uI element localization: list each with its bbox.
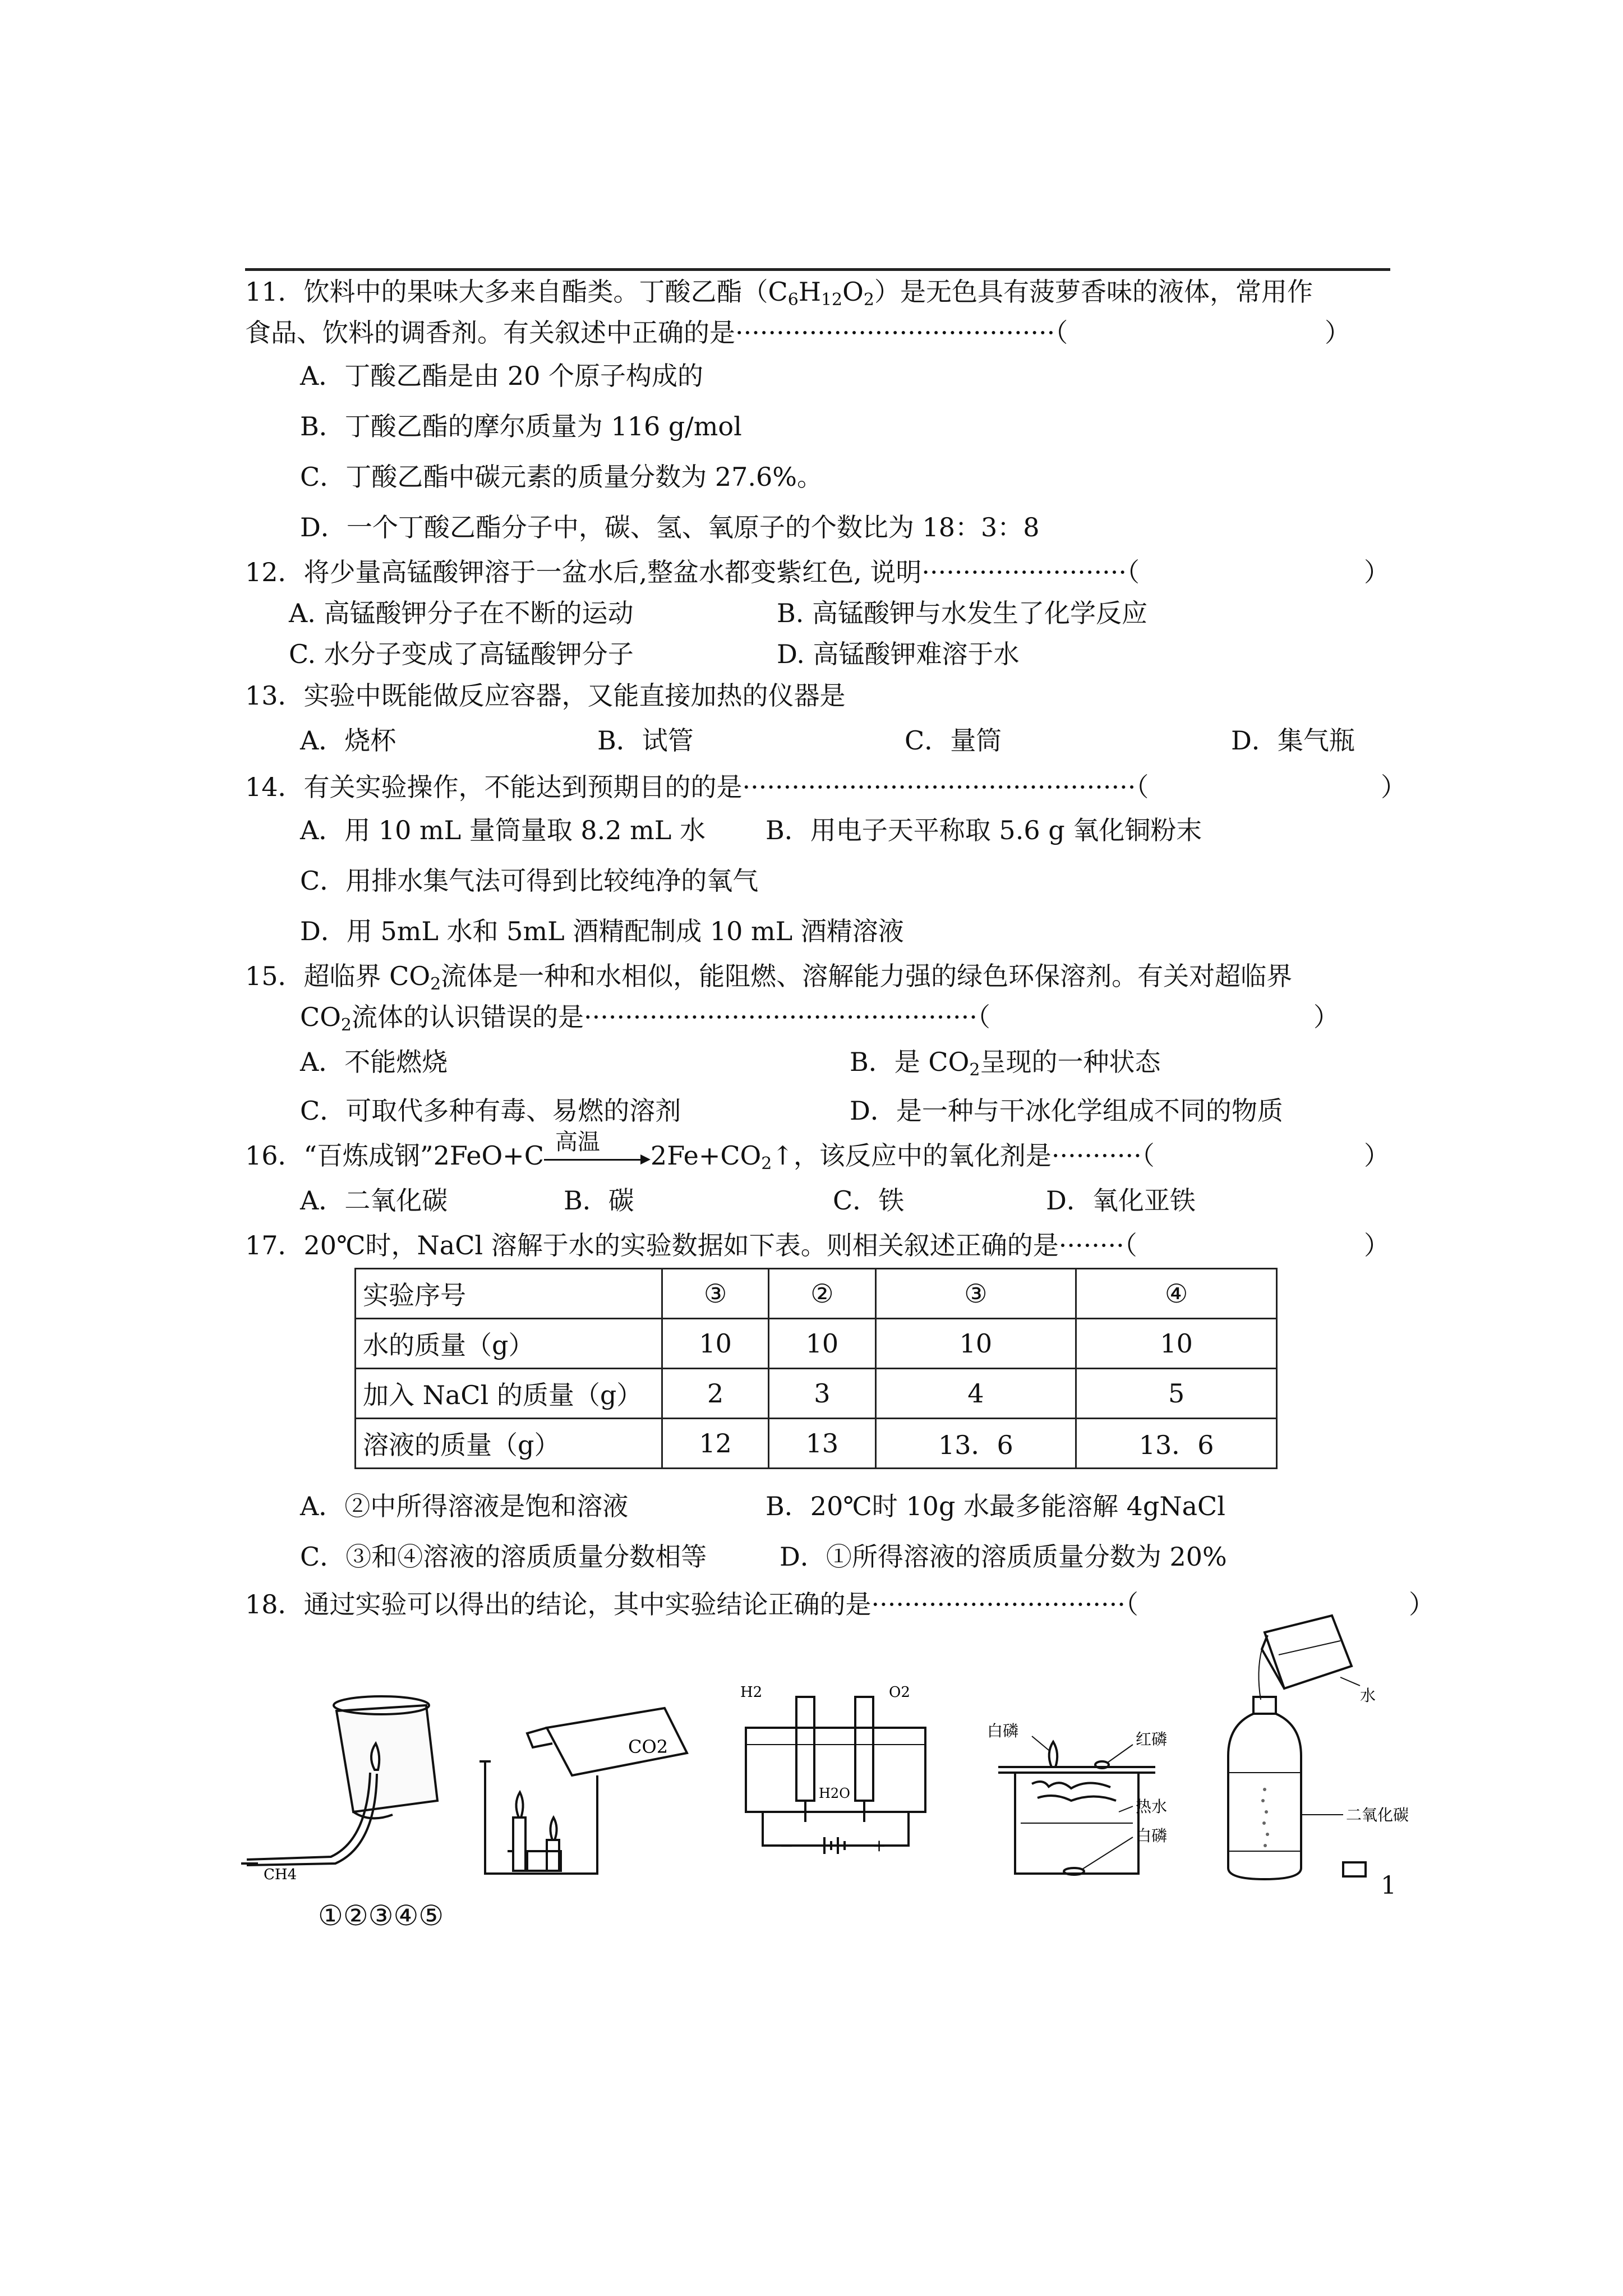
q13-option-a: A．烧杯 <box>300 725 396 756</box>
table-cell: ③ <box>875 1269 1076 1319</box>
table-cell: 溶液的质量（g） <box>356 1419 662 1469</box>
h2-label: H2 <box>740 1684 763 1701</box>
q15-close-paren: ） <box>1313 1002 1339 1032</box>
q15-option-d: D．是一种与干冰化学组成不同的物质 <box>850 1096 1283 1126</box>
figure-electrolysis <box>740 1683 942 1870</box>
q16-option-b: B．碳 <box>564 1185 634 1216</box>
reaction-arrow: 高温 <box>544 1139 651 1172</box>
table-row <box>356 1269 1277 1319</box>
q12-option-d: D. 高锰酸钾难溶于水 <box>777 639 1020 669</box>
q11-stem-line1: 11．饮料中的果味大多来自酯类。丁酸乙酯$(C_6H_{12}O_2)$是无色具有菠萝香味的液体，常用作 <box>245 277 1313 310</box>
q11-option-a: A．丁酸乙酯是由 20 个原子构成的 <box>300 361 703 391</box>
white-phosphorus-label: 白磷 <box>987 1722 1019 1740</box>
ch4-label: CH4 <box>264 1866 297 1883</box>
table-row <box>356 1419 1277 1469</box>
q14-stem: 14．有关实验操作，不能达到预期目的的是················································（ <box>245 772 1149 802</box>
carbon-dioxide-label: 二氧化碳 <box>1346 1806 1409 1824</box>
q11-option-c: C．丁酸乙酯中碳元素的质量分数为 27.6%。 <box>300 462 823 492</box>
table-row <box>356 1369 1277 1419</box>
q12-option-b: B. 高锰酸钾与水发生了化学反应 <box>777 598 1148 628</box>
q15-stem-line1: 15．超临界 $CO_2$流体是一种和水相似，能阻燃、溶解能力强的绿色环保溶剂。有关对超临界 <box>245 961 1293 994</box>
table-cell: 3 <box>769 1369 875 1419</box>
q16-option-d: D．氧化亚铁 <box>1046 1185 1196 1216</box>
q17-option-c: C．③和④溶液的溶质质量分数相等 <box>300 1542 707 1572</box>
q14-option-a: A．用 10 mL 量筒量取 8.2 mL 水 <box>300 815 706 845</box>
table-cell: 13 <box>769 1419 875 1469</box>
table-cell: 加入 NaCl 的质量（g） <box>356 1369 662 1419</box>
q15-option-a: A．不能燃烧 <box>300 1047 448 1077</box>
q17-option-b: B．20℃时 10g 水最多能溶解 4gNaCl <box>766 1491 1225 1521</box>
q16-close-paren: ） <box>1364 1140 1390 1171</box>
nacl-data-table <box>354 1268 1278 1469</box>
table-cell: ③ <box>662 1269 769 1319</box>
q13-stem: 13．实验中既能做反应容器，又能直接加热的仪器是 <box>245 680 846 711</box>
white-phosphorus-bottom-label: 白磷 <box>1136 1826 1168 1845</box>
q11-close-paren: ） <box>1325 318 1350 348</box>
table-row <box>356 1319 1277 1369</box>
q17-option-d: D．①所得溶液的溶质质量分数为 20% <box>780 1542 1227 1572</box>
co2-label: CO2 <box>628 1736 668 1757</box>
svg-text:−: − <box>780 1836 794 1856</box>
q13-option-c: C．量筒 <box>905 725 1002 756</box>
svg-text:+: + <box>872 1836 887 1856</box>
figure-phosphorus <box>965 1694 1200 1881</box>
q14-close-paren: ） <box>1381 772 1407 802</box>
q15-option-b: B．是 $CO_2$呈现的一种状态 <box>850 1047 1161 1080</box>
table-cell: 10 <box>875 1319 1076 1369</box>
q16-option-c: C．铁 <box>833 1185 905 1216</box>
q13-option-b: B．试管 <box>597 725 694 756</box>
q11-option-b: B．丁酸乙酯的摩尔质量为 116 g/mol <box>300 411 742 441</box>
q11-stem-line2: 食品、饮料的调香剂。有关叙述中正确的是·······································（ <box>245 318 1068 348</box>
q12-stem: 12．将少量高锰酸钾溶于一盆水后,整盆水都变紫红色, 说明·························（ <box>245 557 1140 587</box>
table-cell: 10 <box>662 1319 769 1369</box>
table-cell: ② <box>769 1269 875 1319</box>
hot-water-label: 热水 <box>1136 1797 1168 1816</box>
table-cell: 12 <box>662 1419 769 1469</box>
water-label: 水 <box>1360 1686 1376 1705</box>
figure-number-row: ①②③④⑤ <box>318 1899 444 1932</box>
o2-label: O2 <box>889 1684 910 1701</box>
red-phosphorus-label: 红磷 <box>1136 1730 1168 1749</box>
table-cell: 2 <box>662 1369 769 1419</box>
page-number: 1 <box>1381 1871 1396 1900</box>
figure-co2-candles <box>474 1700 709 1881</box>
q16-option-a: A．二氧化碳 <box>300 1185 448 1216</box>
q13-option-d: D．集气瓶 <box>1231 725 1355 756</box>
q15-option-c: C．可取代多种有毒、易燃的溶剂 <box>300 1096 681 1126</box>
q17-close-paren: ） <box>1364 1230 1390 1260</box>
figure-methane-combustion <box>241 1672 465 1881</box>
q12-close-paren: ） <box>1364 557 1390 587</box>
q17-option-a: A．②中所得溶液是饱和溶液 <box>300 1491 629 1521</box>
table-cell: 13．6 <box>1076 1419 1277 1469</box>
q18-close-paren: ） <box>1409 1589 1435 1619</box>
q14-option-b: B．用电子天平称取 5.6 g 氧化铜粉末 <box>766 815 1202 845</box>
h2o-label: H2O <box>819 1786 850 1801</box>
q18-stem: 18．通过实验可以得出的结论，其中实验结论正确的是·······························（ <box>245 1589 1138 1619</box>
q17-stem: 17．20℃时，NaCl 溶解于水的实验数据如下表。则相关叙述正确的是········（ <box>245 1230 1137 1260</box>
q12-option-c: C. 水分子变成了高锰酸钾分子 <box>289 639 634 669</box>
table-cell: 5 <box>1076 1369 1277 1419</box>
table-cell: ④ <box>1076 1269 1277 1319</box>
table-cell: 10 <box>1076 1319 1277 1369</box>
table-cell: 13．6 <box>875 1419 1076 1469</box>
q16-stem: 16．“百炼成钢”2FeO+C 高温 $2Fe+CO_2↑$，该反应中的氧化剂是···········（ <box>245 1129 1155 1174</box>
table-cell: 水的质量（g） <box>356 1319 662 1369</box>
table-cell: 4 <box>875 1369 1076 1419</box>
q14-option-c: C．用排水集气法可得到比较纯净的氧气 <box>300 866 759 896</box>
figure-co2-bottle <box>1211 1604 1447 1887</box>
q14-option-d: D．用 5mL 水和 5mL 酒精配制成 10 mL 酒精溶液 <box>300 916 904 946</box>
header-rule <box>245 268 1390 271</box>
table-cell: 10 <box>769 1319 875 1369</box>
table-cell: 实验序号 <box>356 1269 662 1319</box>
q12-option-a: A. 高锰酸钾分子在不断的运动 <box>289 598 634 628</box>
q11-option-d: D．一个丁酸乙酯分子中，碳、氢、氧原子的个数比为 18：3：8 <box>300 512 1040 542</box>
q15-stem-line2: $CO_2$流体的认识错误的是················································（ <box>300 1002 990 1035</box>
